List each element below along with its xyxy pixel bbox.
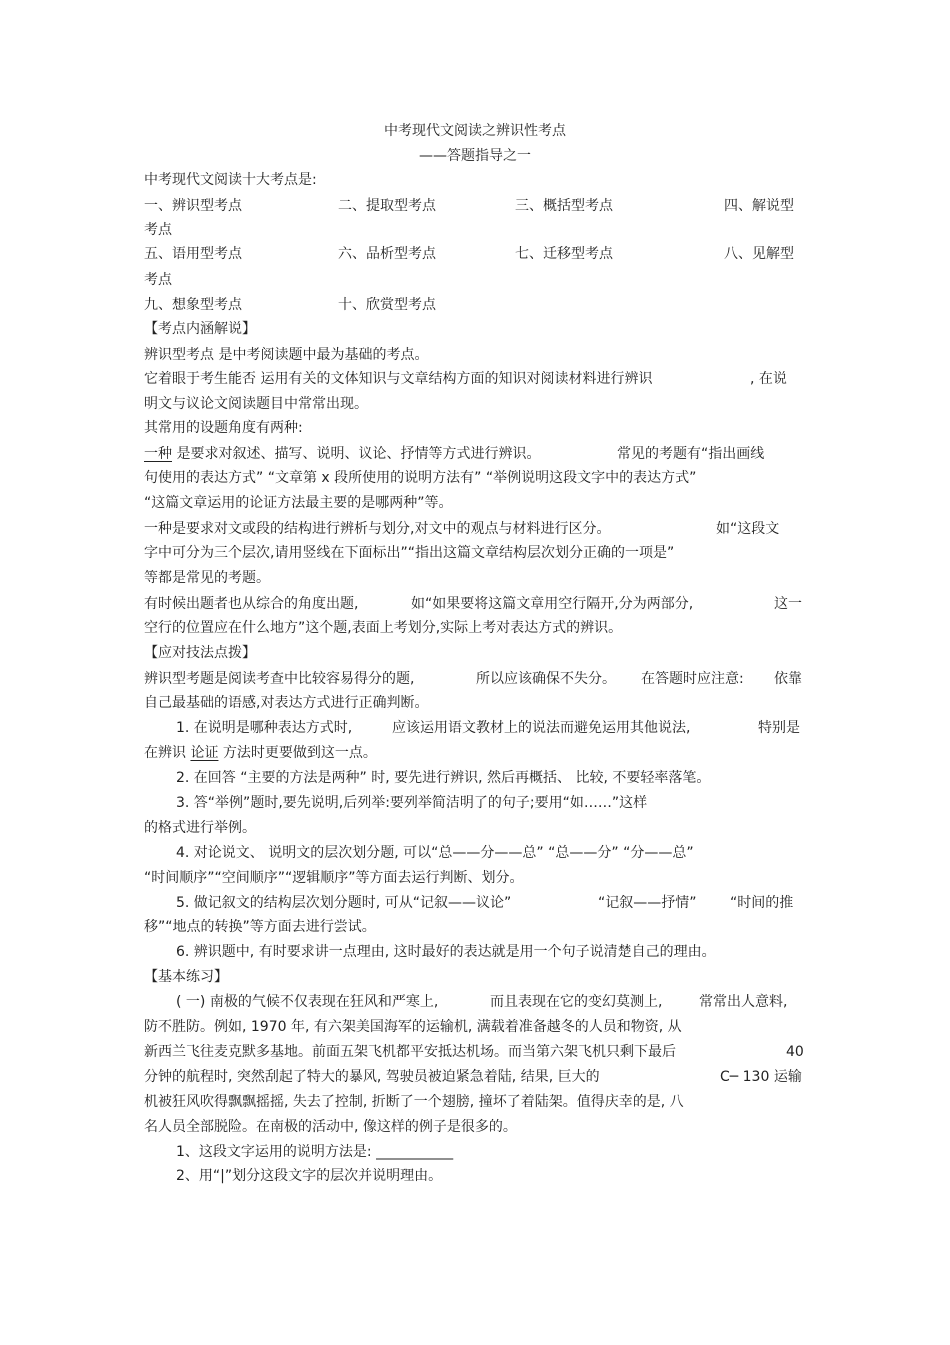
tip-3a: 3. 答“举例”题时,要先说明,后列举:要列举简洁明了的句子;要用“如……”这样 <box>176 795 648 811</box>
s1-line-11b: 如“如果要将这篇文章用空行隔开,分为两部分, <box>411 596 694 612</box>
tip-1a: 1. 在说明是哪种表达方式时, <box>176 720 353 736</box>
s1-line-1: 辨识型考点 是中考阅读题中最为基础的考点。 <box>144 347 429 363</box>
doc-subtitle: ——答题指导之一 <box>419 148 531 164</box>
s1-line-4: 其常用的设题角度有两种: <box>144 420 303 436</box>
tip-6: 6. 辨识题中, 有时要求讲一点理由, 这时最好的表达就是用一个句子说清楚自己的理由。 <box>176 944 716 960</box>
section-heading-2: 【应对技法点拨】 <box>144 645 256 661</box>
point-2: 二、提取型考点 <box>338 198 436 214</box>
ex-line-2: 防不胜防。例如, 1970 年, 有六架美国海军的运输机, 满载着准备越冬的人员和物资, 从 <box>144 1019 682 1035</box>
doc-title: 中考现代文阅读之辨识性考点 <box>384 123 566 139</box>
tip-5d: 移”“地点的转换”等方面去进行尝试。 <box>144 919 376 935</box>
point-8: 八、见解型 <box>724 246 794 262</box>
s2-line-1a: 辨识型考题是阅读考查中比较容易得分的题, <box>144 671 415 687</box>
s1-line-2a: 它着眼于考生能否 运用有关的文体知识与文章结构方面的知识对阅读材料进行辨识 <box>144 371 653 387</box>
s1-line-8a: 一种是要求对文或段的结构进行辨析与划分,对文中的观点与材料进行区分。 <box>144 521 611 537</box>
s2-line-1c: 在答题时应注意: <box>641 671 744 687</box>
section-heading-1: 【考点内涵解说】 <box>144 321 256 337</box>
underlined-text: 一种 <box>144 446 172 462</box>
s1-line-12: 空行的位置应在什么地方”这个题,表面上考划分,实际上考对表达方式的辨识。 <box>144 620 623 636</box>
underlined-text: 论证 <box>190 745 219 761</box>
point-10: 十、欣赏型考点 <box>338 297 436 313</box>
intro-line: 中考现代文阅读十大考点是: <box>144 172 317 188</box>
tip-1c: 特别是 <box>758 720 800 736</box>
ex-line-3b: 40 <box>786 1044 804 1060</box>
s1-line-3: 明文与议论文阅读题目中常常出现。 <box>144 396 368 412</box>
tip-1d-text-a: 在辨识 <box>144 745 191 761</box>
question-1: 1、这段文字运用的说明方法是: ___________ <box>176 1144 454 1160</box>
tip-2: 2. 在回答 “主要的方法是两种” 时, 要先进行辨识, 然后再概括、 比较, 不要轻率落笔。 <box>176 770 711 786</box>
s1-line-7: “这篇文章运用的论证方法最主要的是哪两种”等。 <box>144 495 453 511</box>
question-2: 2、用“|”划分这段文字的层次并说明理由。 <box>176 1168 443 1184</box>
s2-line-1b: 所以应该确保不失分。 <box>476 671 616 687</box>
s1-line-5 <box>144 445 540 463</box>
tip-4a: 4. 对论说文、 说明文的层次划分题, 可以“总——分——总” “总——分” “分——总” <box>176 845 694 861</box>
s2-line-1d: 依靠 <box>774 671 802 687</box>
point-8-wrap: 考点 <box>144 272 172 288</box>
s1-line-10: 等都是常见的考题。 <box>144 570 270 586</box>
ex-line-1c: 常常出人意料, <box>699 994 788 1010</box>
ex-line-1b: 而且表现在它的变幻莫测上, <box>490 994 663 1010</box>
s1-line-6: 句使用的表达方式” “文章第 x 段所使用的说明方法有” “举例说明这段文字中的表达方式” <box>144 470 697 486</box>
ex-line-4a: 分钟的航程时, 突然刮起了特大的暴风, 驾驶员被迫紧急着陆, 结果, 巨大的 <box>144 1069 600 1085</box>
s1-line-11c: 这一 <box>774 596 802 612</box>
tip-5b: “记叙——抒情” <box>598 895 697 911</box>
ex-line-4b: C─ 130 运输 <box>720 1069 802 1085</box>
point-6: 六、品析型考点 <box>338 246 436 262</box>
tip-3b: 的格式进行举例。 <box>144 820 256 836</box>
tip-1b: 应该运用语文教材上的说法而避免运用其他说法, <box>392 720 691 736</box>
s1-line-5b: 常见的考题有“指出画线 <box>617 446 765 462</box>
point-1: 一、辨识型考点 <box>144 198 242 214</box>
ex-line-5: 机被狂风吹得飘飘摇摇, 失去了控制, 折断了一个翅膀, 撞坏了着陆架。值得庆幸的是, 八 <box>144 1094 684 1110</box>
s1-line-11a: 有时候出题者也从综合的角度出题, <box>144 596 359 612</box>
point-5: 五、语用型考点 <box>144 246 242 262</box>
point-4: 四、解说型 <box>724 198 794 214</box>
s2-line-2: 自己最基础的语感,对表达方式进行正确判断。 <box>144 695 429 711</box>
ex-line-6: 名人员全部脱险。在南极的活动中, 像这样的例子是很多的。 <box>144 1119 517 1135</box>
tip-1d <box>144 744 377 762</box>
tip-5c: “时间的推 <box>730 895 794 911</box>
tip-4b: “时间顺序”“空间顺序”“逻辑顺序”等方面去运行判断、划分。 <box>144 870 524 886</box>
s1-line-2b: , 在说 <box>750 371 787 387</box>
point-4-wrap: 考点 <box>144 222 172 238</box>
tip-1d-text-b: 方法时更要做到这一点。 <box>218 745 377 761</box>
s1-line-8b: 如“这段文 <box>716 521 780 537</box>
point-7: 七、迁移型考点 <box>515 246 613 262</box>
section-heading-3: 【基本练习】 <box>144 969 228 985</box>
tip-5a: 5. 做记叙文的结构层次划分题时, 可从“记叙——议论” <box>176 895 512 911</box>
s1-line-9: 字中可分为三个层次,请用竖线在下面标出”“指出这篇文章结构层次划分正确的一项是” <box>144 545 675 561</box>
s1-line-5-text: 是要求对叙述、描写、说明、议论、抒情等方式进行辨识。 <box>172 446 541 462</box>
point-3: 三、概括型考点 <box>515 198 613 214</box>
point-9: 九、想象型考点 <box>144 297 242 313</box>
ex-line-1a: ( 一) 南极的气候不仅表现在狂风和严寒上, <box>176 994 439 1010</box>
ex-line-3a: 新西兰飞往麦克默多基地。前面五架飞机都平安抵达机场。而当第六架飞机只剩下最后 <box>144 1044 676 1060</box>
